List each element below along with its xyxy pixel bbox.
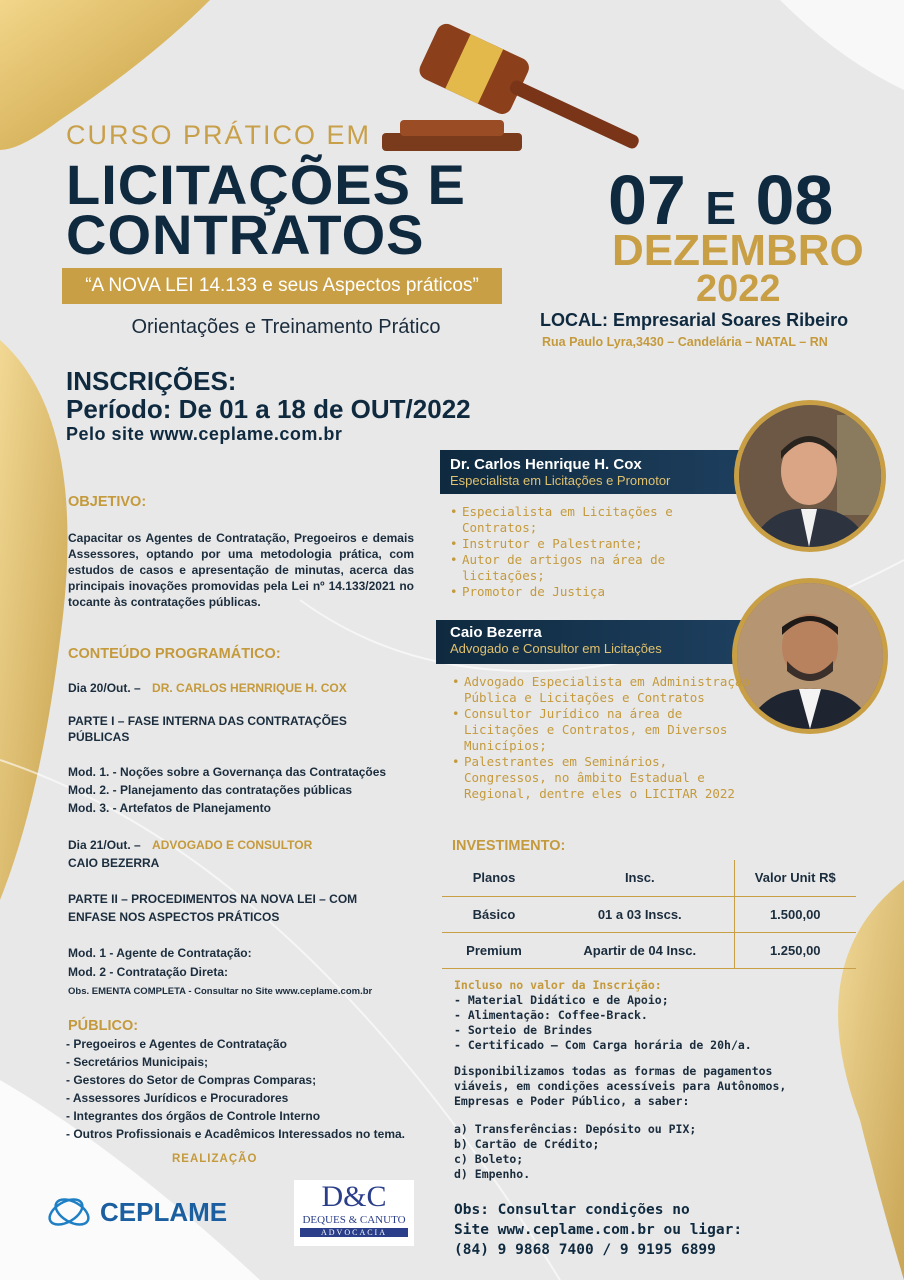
incluso-list — [454, 993, 752, 1053]
ceplame-logo-icon — [44, 1192, 96, 1232]
table-cell: Apartir de 04 Insc. — [546, 932, 734, 968]
forma-item: c) Boleto; — [454, 1152, 524, 1166]
event-local: LOCAL: Empresarial Soares Ribeiro — [540, 310, 849, 330]
forma-item: d) Empenho. — [454, 1167, 531, 1181]
p2mod1: Mod. 1 - Agente de Contratação: — [68, 946, 252, 960]
incluso-item: - Alimentação: Coffee-Brack. — [454, 1008, 648, 1022]
speaker2-portrait — [737, 583, 883, 729]
table-header: Planos — [442, 860, 546, 896]
event-year: 2022 — [696, 268, 781, 310]
speaker1-portrait — [739, 405, 881, 547]
day-1: 07 — [608, 161, 686, 239]
contact-block — [454, 1200, 742, 1260]
mod2: Mod. 2. - Planejamento das contratações públicas — [68, 783, 353, 797]
event-month: DEZEMBRO — [612, 226, 864, 275]
objetivo-heading: OBJETIVO: — [68, 494, 147, 510]
publico-heading: PÚBLICO: — [68, 1018, 139, 1034]
contact-line: Obs: Consultar condições no — [454, 1202, 690, 1218]
dia1-line — [68, 681, 347, 695]
dia2-line — [68, 838, 312, 852]
table-row — [442, 932, 856, 968]
page-title — [66, 153, 466, 266]
dia1-label: Dia 20/Out. – — [68, 681, 141, 695]
pagamento-line: Empresas e Poder Público, a saber: — [454, 1094, 690, 1108]
inscricoes-site: Pelo site www.ceplame.com.br — [66, 424, 343, 444]
parte1-l2: PÚBLICAS — [68, 730, 130, 744]
inscricoes-title: INSCRIÇÕES: — [66, 366, 237, 396]
table-cell: Básico — [442, 896, 546, 932]
speaker1-bullet: • Especialista em Licitações e Contratos; — [450, 504, 750, 536]
pagamento-line: Disponibilizamos todas as formas de pagamentos — [454, 1064, 773, 1078]
speaker2-bullet: • Advogado Especialista em Administração Pública e Licitações e Contratos — [452, 674, 752, 706]
pagamento-line: viáveis, em condições acessíveis para Autônomos, — [454, 1079, 787, 1093]
deques-sub: ADVOCACIA — [300, 1228, 408, 1237]
speaker1-role: Especialista em Licitações e Promotor — [450, 473, 671, 488]
speaker1-banner — [440, 450, 770, 494]
title-line-1: LICITAÇÕES E — [66, 153, 466, 216]
speaker2-banner — [436, 620, 756, 664]
mod3: Mod. 3. - Artefatos de Planejamento — [68, 801, 271, 815]
incluso-item: - Material Didático e de Apoio; — [454, 993, 669, 1007]
publico-item: - Integrantes dos órgãos de Controle Interno — [66, 1109, 321, 1123]
incluso-item: - Sorteio de Brindes — [454, 1023, 593, 1037]
objetivo-text: Capacitar os Agentes de Contratação, Pregoeiros e demais Assessores, optando por uma metodologia prática, com estudos de casos e apresentação de minutas, acerca das principais inovações promovidas pela Lei nº 14.133/2021 no tocante às contratações públicas. — [68, 531, 414, 609]
course-kicker: CURSO PRÁTICO EM — [66, 120, 372, 150]
ementa-obs: Obs. EMENTA COMPLETA - Consultar no Site www.ceplame.com.br — [68, 986, 373, 997]
speaker1-bullet: • Instrutor e Palestrante; — [450, 536, 750, 552]
parte2-l1: PARTE II – PROCEDIMENTOS NA NOVA LEI – COM — [68, 892, 358, 906]
investimento-heading: INVESTIMENTO: — [452, 838, 566, 854]
table-row — [442, 896, 856, 932]
table-cell: 01 a 03 Inscs. — [546, 896, 734, 932]
table-header: Valor Unit R$ — [734, 860, 856, 896]
publico-item: - Outros Profissionais e Acadêmicos Interessados no tema. — [66, 1127, 405, 1141]
forma-item: b) Cartão de Crédito; — [454, 1137, 600, 1151]
dia2-label: Dia 21/Out. – — [68, 838, 141, 852]
inscricoes-periodo: Período: De 01 a 18 de OUT/2022 — [66, 394, 471, 424]
incluso-heading: Incluso no valor da Inscrição: — [454, 978, 662, 992]
orientacoes-text: Orientações e Treinamento Prático — [131, 316, 441, 338]
forma-item: a) Transferências: Depósito ou PIX; — [454, 1122, 697, 1136]
p2mod2: Mod. 2 - Contratação Direta: — [68, 965, 229, 979]
speaker1-photo — [734, 400, 886, 552]
incluso-item: - Certificado – Com Carga horária de 20h/a. — [454, 1038, 752, 1052]
realizacao-label: REALIZAÇÃO — [172, 1153, 258, 1165]
speaker1-bullet: • Autor de artigos na área de licitações; — [450, 552, 750, 584]
mod1: Mod. 1. - Noções sobre a Governança das Contratações — [68, 765, 387, 779]
day-2: 08 — [755, 161, 834, 239]
table-header: Insc. — [546, 860, 734, 896]
formas-list — [454, 1122, 696, 1182]
deques-canuto-logo — [294, 1180, 414, 1246]
table-cell: 1.250,00 — [734, 932, 856, 968]
dia2-speaker-l1: ADVOGADO E CONSULTOR — [152, 838, 313, 852]
gavel-icon — [380, 18, 650, 168]
subtitle-banner: “A NOVA LEI 14.133 e seus Aspectos práticos” — [62, 268, 502, 304]
dia1-speaker: DR. CARLOS HERNRIQUE H. COX — [152, 681, 347, 695]
speaker1-bullet: • Promotor de Justiça — [450, 584, 750, 600]
publico-item: - Assessores Jurídicos e Procuradores — [66, 1091, 289, 1105]
contact-line: (84) 9 9868 7400 / 9 9195 6899 — [454, 1242, 716, 1258]
table-cell: 1.500,00 — [734, 896, 856, 932]
day-connector: E — [705, 182, 737, 234]
speaker1-name: Dr. Carlos Henrique H. Cox — [450, 456, 642, 473]
table-cell: Premium — [442, 932, 546, 968]
ceplame-wordmark: CEPLAME — [100, 1196, 228, 1227]
contact-line: Site www.ceplame.com.br ou ligar: — [454, 1222, 743, 1238]
investimento-table — [442, 860, 856, 969]
event-address: Rua Paulo Lyra,3430 – Candelária – NATAL – RN — [542, 335, 828, 349]
title-line-2: CONTRATOS — [66, 203, 425, 266]
deques-monogram: D&C — [321, 1180, 387, 1213]
deques-name: DEQUES & CANUTO — [302, 1214, 406, 1226]
speaker2-name: Caio Bezerra — [450, 624, 542, 641]
speaker2-role: Advogado e Consultor em Licitações — [450, 641, 662, 656]
speaker2-bullet: • Palestrantes em Seminários, Congressos, no âmbito Estadual e Regional, dentre eles o LICITAR 2022 — [452, 754, 752, 802]
ceplame-logo — [44, 1192, 227, 1232]
dia2-speaker-l2: CAIO BEZERRA — [68, 856, 160, 870]
publico-item: - Secretários Municipais; — [66, 1055, 209, 1069]
speaker2-bullets — [452, 674, 752, 802]
parte2-l2: ENFASE NOS ASPECTOS PRÁTICOS — [68, 910, 280, 924]
speaker1-bullets — [450, 504, 750, 600]
publico-item: - Gestores do Setor de Compras Comparas; — [66, 1073, 317, 1087]
publico-item: - Pregoeiros e Agentes de Contratação — [66, 1037, 287, 1051]
table-header-row — [442, 860, 856, 896]
speaker2-photo — [732, 578, 888, 734]
publico-list — [66, 1037, 405, 1145]
speaker2-bullet: • Consultor Jurídico na área de Licitações e Contratos, em Diversos Municípios; — [452, 706, 752, 754]
conteudo-heading: CONTEÚDO PROGRAMÁTICO: — [68, 646, 281, 662]
parte1-l1: PARTE I – FASE INTERNA DAS CONTRATAÇÕES — [68, 714, 347, 728]
pagamento-text — [454, 1064, 786, 1109]
